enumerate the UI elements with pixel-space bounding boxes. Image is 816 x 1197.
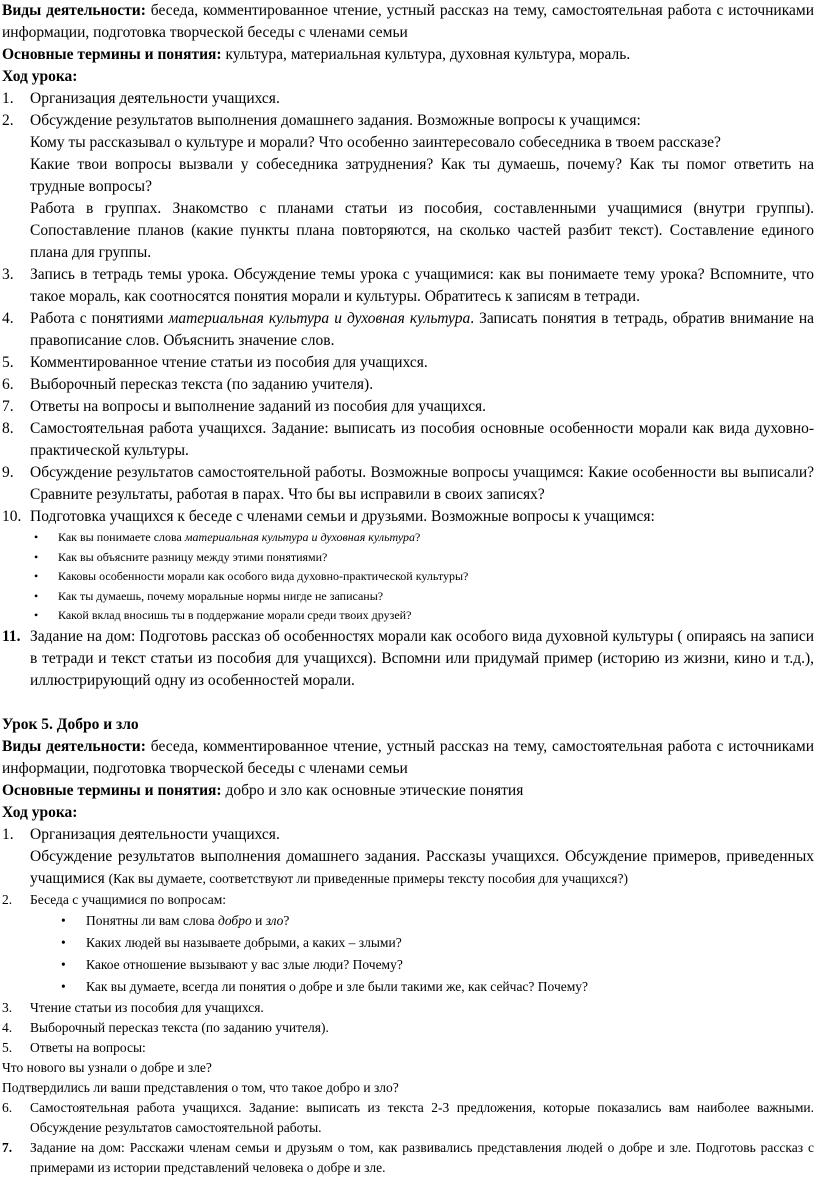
list-item: 5. Комментированное чтение статьи из пособия для учащихся. [2, 354, 428, 371]
list-item: 2. Обсуждение результатов выполнения домашнего задания. Возможные вопросы к учащимся: [2, 112, 641, 129]
bullet-item: • Каких людей вы называете добрыми, а каких – злыми? [0, 932, 814, 954]
bullet-item: • Как ты думаешь, почему моральные нормы нигде не записаны? [0, 587, 814, 607]
list-item: 9. Обсуждение результатов самостоятельной работы. Возможные вопросы учащимся: Какие особенности вы выписали? Сравните результаты, работая в парах. Что бы вы исправили в своих записях? [2, 464, 814, 503]
progress-heading: Ход урока: [2, 68, 78, 85]
bullet-icon: • [34, 530, 39, 544]
bullet-item: • Какое отношение вызывают у вас злые люди? Почему? [0, 954, 814, 976]
terms-line [0, 44, 814, 66]
plain-line: Подтвердились ли ваши представления о том, что такое добро и зло? [2, 1079, 399, 1095]
terms-line [0, 780, 814, 802]
list-item: 1. Организация деятельности учащихся. [2, 90, 280, 107]
bullet-icon: • [34, 569, 39, 583]
list-item: 7. Задание на дом: Расскажи членам семьи и друзьям о том, как развивались представления людей о добре и зле. Подготовь рассказ с примерами из истории представлений человека о добре и зле. [2, 1139, 814, 1175]
plain-line: Что нового вы узнали о добре и зле? [2, 1059, 212, 1075]
list-item: 6. Выборочный пересказ текста (по заданию учителя). [2, 376, 374, 393]
terms-text: добро и зло как основные этические понятия [221, 781, 524, 799]
sub-paragraph: Работа в группах. Знакомство с планами статьи из пособия, составленными учащимися (внутри группы). Сопоставление планов (какие пункты плана повторяются, на сколько частей разбит текст). Составление единого плана для группы. [30, 200, 814, 261]
list-item: 5. Ответы на вопросы: [2, 1039, 146, 1055]
terms-label: Основные термины и понятия: [2, 781, 222, 799]
bullet-item: • Как вы думаете, всегда ли понятия о добре и зле были такими же, как сейчас? Почему? [0, 976, 814, 998]
list-item: 2. Беседа с учащимися по вопросам: [2, 891, 227, 907]
activities-line [0, 0, 814, 44]
activities-text: беседа, комментированное чтение, устный рассказ на тему, самостоятельная работа с источниками информации, подготовка творческой беседы с членами семьи [2, 737, 814, 777]
bullet-icon: • [61, 956, 66, 972]
activities-label: Виды деятельности: [2, 737, 146, 755]
list-item: 4. Работа с понятиями материальная культура и духовная культура. Записать понятия в тетрадь, обратив внимание на правописание слов. Объяснить значение слов. [2, 310, 814, 349]
bullet-icon: • [61, 978, 66, 994]
bullet-icon: • [34, 608, 39, 622]
list-item: 4. Выборочный пересказ текста (по заданию учителя). [2, 1019, 329, 1035]
bullet-icon: • [61, 912, 66, 928]
list-item: 7. Ответы на вопросы и выполнение заданий из пособия для учащихся. [2, 398, 487, 415]
bullet-item: • Как вы понимаете слова материальная культура и духовная культура? [0, 528, 814, 548]
list-item: 6. Самостоятельная работа учащихся. Задание: выписать из текста 2-3 предложения, которые показались вам наиболее важными. Обсуждение результатов самостоятельной работы. [2, 1099, 814, 1135]
bullet-item: • Какой вклад вносишь ты в поддержание морали среди твоих друзей? [0, 606, 814, 626]
list-item: 1. Организация деятельности учащихся. [2, 825, 280, 843]
spacer [0, 692, 814, 714]
terms-text: культура, материальная культура, духовная культура, мораль. [225, 46, 631, 63]
bullet-icon: • [34, 549, 39, 564]
bullet-item: • Понятны ли вам слова добро и зло? [0, 910, 814, 932]
activities-text: беседа, комментированное чтение, устный рассказ на тему, самостоятельная работа с источниками информации, подготовка творческой беседы с членами семьи [2, 2, 814, 41]
sub-paragraph: Какие твои вопросы вызвали у собеседника затруднения? Как ты думаешь, почему? Как ты помог ответить на трудные вопросы? [30, 156, 814, 195]
list-item: 3. Чтение статьи из пособия для учащихся. [2, 999, 264, 1015]
list-item: 10. Подготовка учащихся к беседе с членами семьи и друзьями. Возможные вопросы к учащимся: [2, 508, 655, 525]
terms-label: Основные термины и понятия: [2, 46, 226, 63]
sub-paragraph: Кому ты рассказывал о культуре и морали? Что особенно заинтересовало собеседника в твоем рассказе? [30, 134, 721, 151]
list-item: 3. Запись в тетрадь темы урока. Обсуждение темы урока с учащимися: как вы понимаете тему урока? Вспомните, что такое мораль, как соотносятся понятия морали и культуры. Обратитесь к записям в тетради. [2, 266, 814, 305]
progress-heading: Ход урока: [2, 803, 78, 821]
lesson-title: Урок 5. Добро и зло [2, 715, 139, 733]
sub-paragraph: Обсуждение результатов выполнения домашнего задания. Рассказы учащихся. Обсуждение примеров, приведенных учащимися (Как вы думаете, соответствуют ли приведенные примеры тексту пособия для учащихся?) [30, 847, 814, 887]
bullet-item: • Как вы объясните разницу между этими понятиями? [0, 548, 814, 568]
list-item: 8. Самостоятельная работа учащихся. Задание: выписать из пособия основные особенности морали как вида духовно-практической культуры. [2, 420, 814, 459]
list-item: 11. Задание на дом: Подготовь рассказ об особенностях морали как особого вида духовной культуры ( опираясь на записи в тетради и текст статьи из пособия для учащихся). Вспомни или придумай пример (историю из жизни, кино и т.д.), иллюстрирующий одну из особенностей морали. [2, 627, 814, 689]
activities-label: Виды деятельности: [2, 2, 146, 19]
bullet-item: • Каковы особенности морали как особого вида духовно-практической культуры? [0, 567, 814, 587]
bullet-icon: • [34, 588, 39, 603]
activities-line [0, 736, 814, 780]
bullet-icon: • [61, 934, 66, 950]
